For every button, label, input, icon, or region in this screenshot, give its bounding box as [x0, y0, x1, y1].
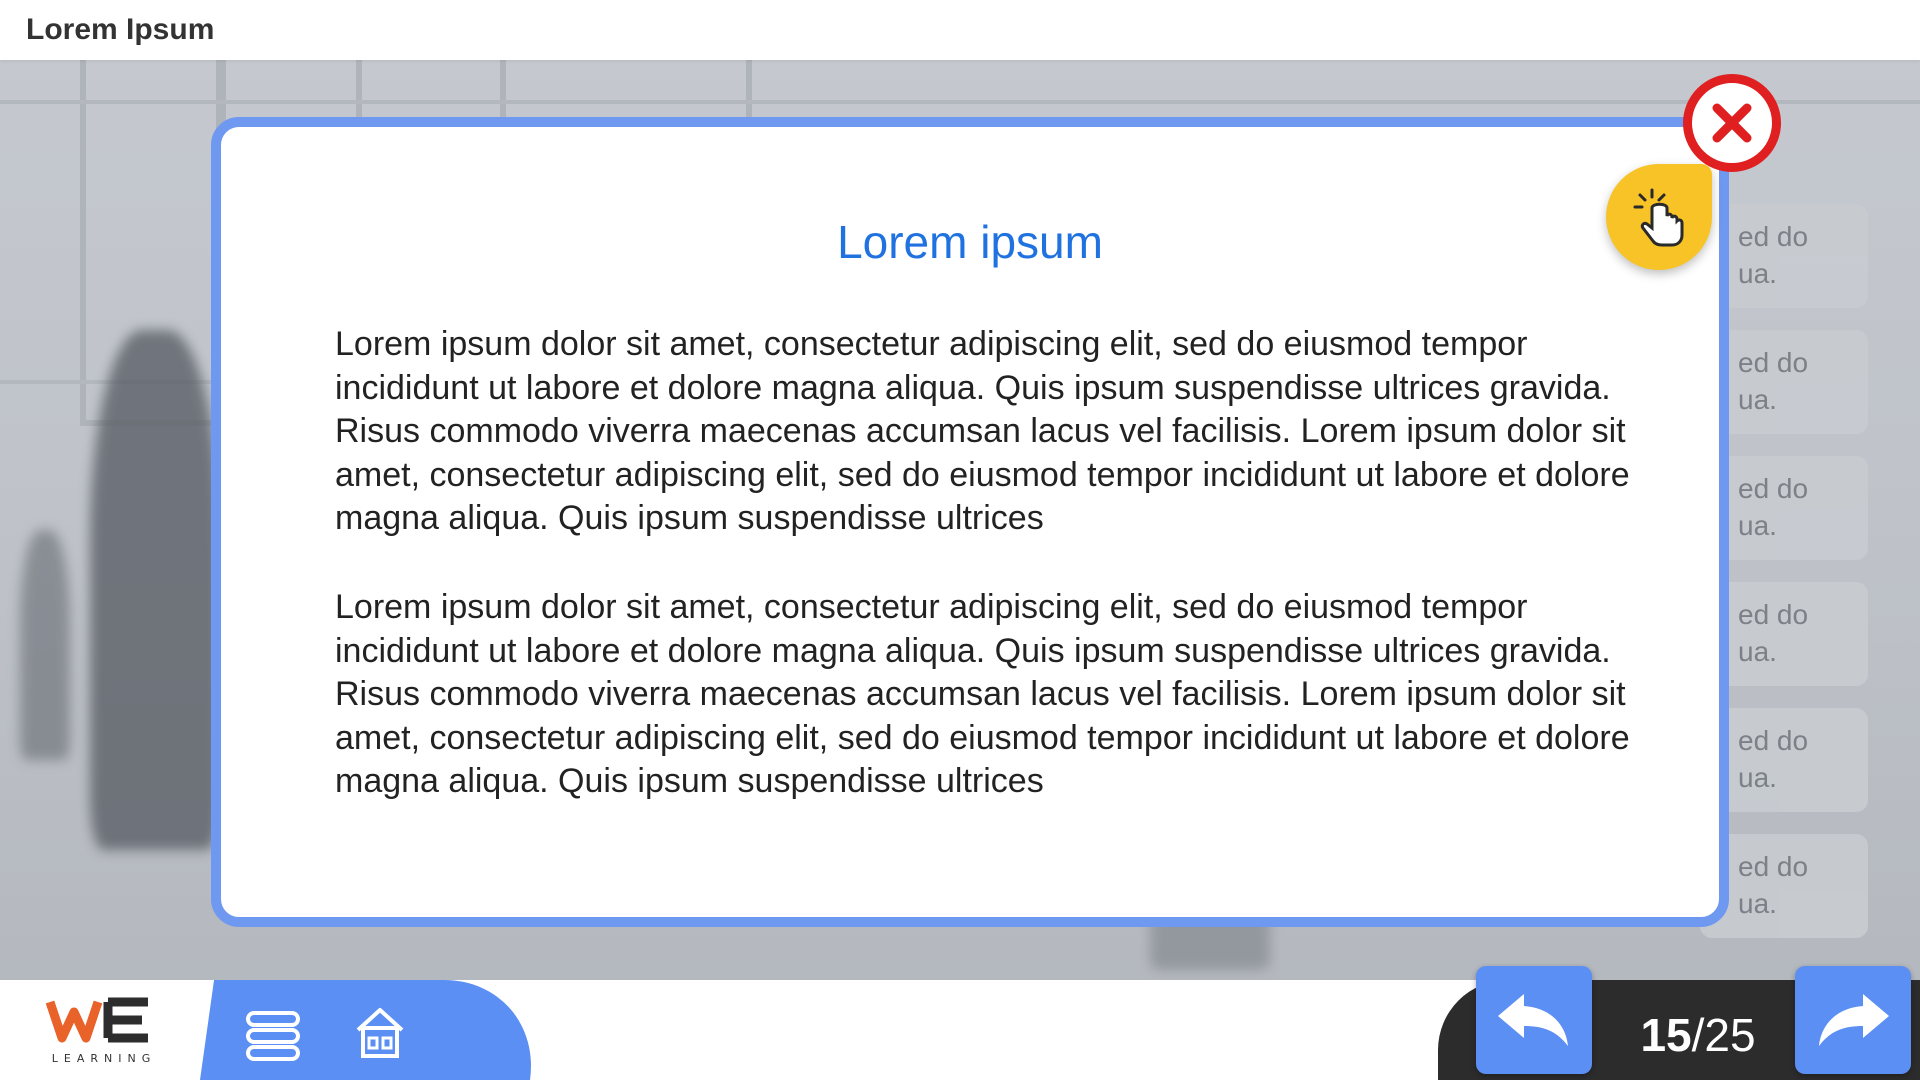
next-button[interactable]: [1795, 966, 1911, 1074]
logo-subtext: LEARNING: [51, 1052, 157, 1065]
footer-pager: [1438, 980, 1920, 1080]
next-arrow-icon: [1813, 990, 1893, 1050]
back-button[interactable]: [1476, 966, 1592, 1074]
menu-icon: [246, 1010, 300, 1062]
close-icon: [1709, 100, 1755, 146]
content-modal: [211, 117, 1729, 927]
app-title: Lorem Ipsum: [26, 13, 215, 46]
menu-button[interactable]: [246, 1010, 300, 1062]
background-card-text: ed do ua.: [1738, 473, 1809, 541]
modal-paragraph: Lorem ipsum dolor sit amet, consectetur adipiscing elit, sed do eiusmod tempor incididunt ut labore et dolore magna aliqua. Quis ipsum suspendisse ultrices gravida. Risus commodo viverra maecenas accumsan lacus vel facilisis. Lorem ipsum dolor sit amet, consectetur adipiscing elit, sed do eiusmod tempor incididunt ut labore et dolore magna aliqua. Quis ipsum suspendisse ultrices: [335, 325, 1630, 537]
background-card-text: ed do ua.: [1738, 221, 1809, 289]
background-card-text: ed do ua.: [1738, 725, 1809, 793]
background-card-text: ed do ua.: [1738, 599, 1809, 667]
brand-logo: [44, 992, 164, 1068]
background-card-text: ed do ua.: [1738, 347, 1809, 415]
home-icon: [352, 1004, 408, 1060]
home-button[interactable]: [352, 1004, 408, 1060]
page-counter: [1598, 1008, 1798, 1062]
close-button[interactable]: [1683, 74, 1781, 172]
footer-logo-area: [0, 980, 220, 1080]
title-bar: [0, 0, 1920, 60]
tap-hand-icon: [1626, 184, 1692, 250]
page-total: /25: [1691, 1009, 1756, 1061]
back-arrow-icon: [1494, 990, 1574, 1050]
modal-title: Lorem ipsum: [837, 216, 1103, 268]
background-card-text: ed do ua.: [1738, 851, 1809, 919]
tap-hint-bubble: [1606, 164, 1712, 270]
footer-nav: [200, 980, 530, 1080]
page-current: 15: [1640, 1009, 1692, 1061]
logo-mark: [44, 992, 164, 1052]
modal-paragraph: Lorem ipsum dolor sit amet, consectetur adipiscing elit, sed do eiusmod tempor incididunt ut labore et dolore magna aliqua. Quis ipsum suspendisse ultrices gravida. Risus commodo viverra maecenas accumsan lacus vel facilisis. Lorem ipsum dolor sit amet, consectetur adipiscing elit, sed do eiusmod tempor incididunt ut labore et dolore magna aliqua. Quis ipsum suspendisse ultrices: [335, 588, 1630, 800]
